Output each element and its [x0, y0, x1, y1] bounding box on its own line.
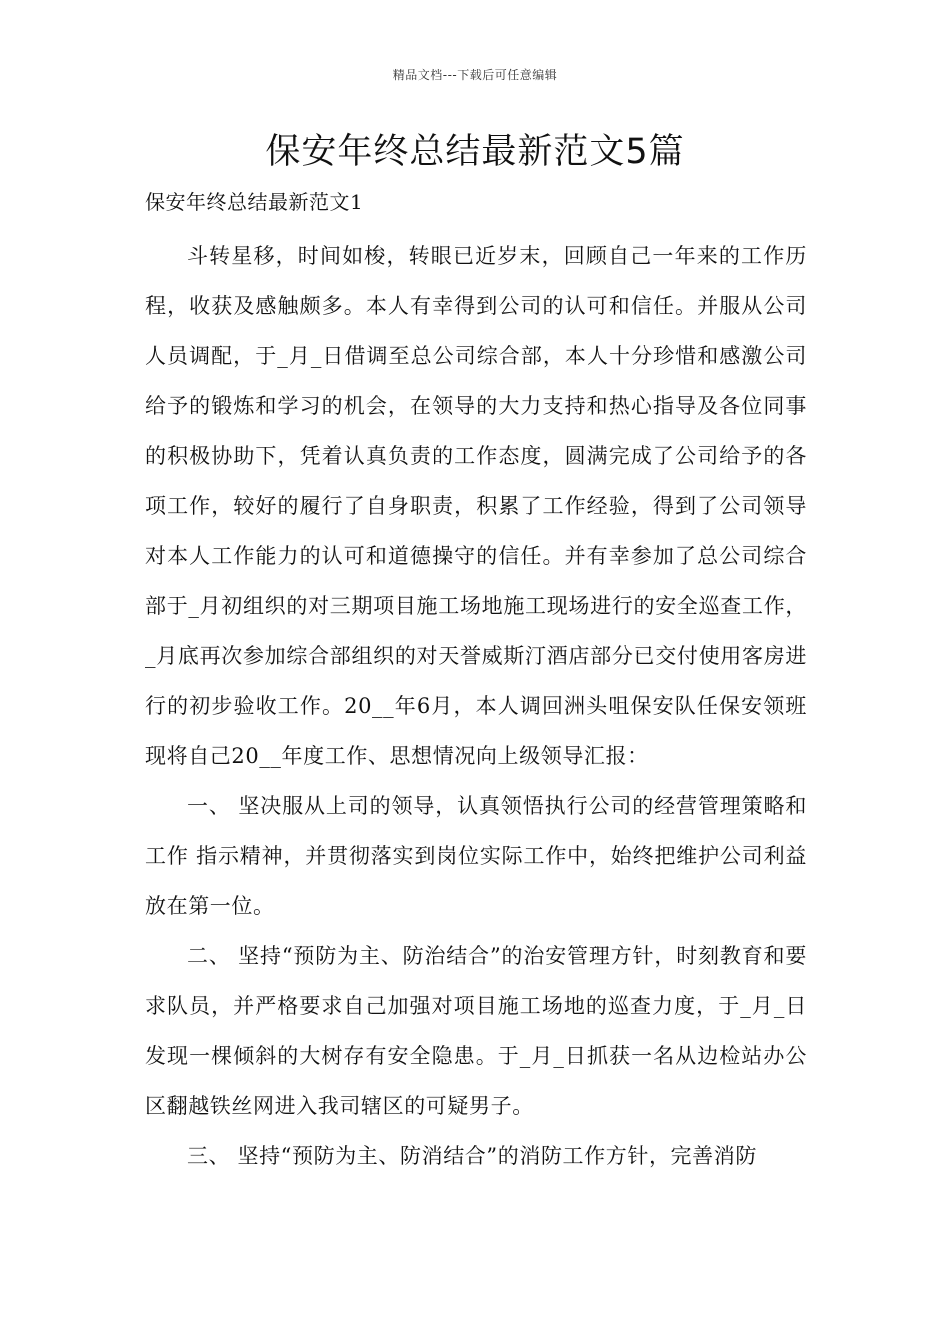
document-title: 保安年终总结最新范文5篇 — [265, 132, 685, 172]
header-note: 精品文档---下载后可任意编辑 — [392, 68, 558, 82]
paragraph-point-1: 一、 坚决服从上司的领导，认真领悟执行公司的经营管理策略和工作 指示精神，并贯彻落实到岗位实际工作中，始终把维护公司利益放在第一位。 — [145, 794, 807, 918]
paragraph-point-3: 三、 坚持“预防为主、防消结合”的消防工作方针，完善消防 — [187, 1144, 757, 1168]
body-text — [145, 231, 807, 1181]
section-subtitle: 保安年终总结最新范文1 — [145, 190, 364, 214]
paragraph-intro: 斗转星移，时间如梭，转眼已近岁末，回顾自己一年来的工作历程，收获及感触颇多。本人有幸得到公司的认可和信任。并服从公司人员调配，于_月_日借调至总公司综合部，本人十分珍惜和感激公司给予的锻炼和学习的机会，在领导的大力支持和热心指导及各位同事的积极协助下，凭着认真负责的工作态度，圆满完成了公司给予的各项工作，较好的履行了自身职责，积累了工作经验，得到了公司领导对本人工作能力的认可和道德操守的信任。并有幸参加了总公司综合部于_月初组织的对三期项目施工场地施工现场进行的安全巡查工作，_月底再次参加综合部组织的对天誉威斯汀酒店部分已交付使用客房进行的初步验收工作。20__年6月，本人调回洲头咀保安队任保安领班现将自己20__年度工作、思想情况向上级领导汇报： — [145, 244, 807, 768]
paragraph-point-2: 二、 坚持“预防为主、防治结合”的治安管理方针，时刻教育和要求队员，并严格要求自己加强对项目施工场地的巡查力度，于_月_日发现一棵倾斜的大树存有安全隐患。于_月_日抓获一名从边检站办公区翻越铁丝网进入我司辖区的可疑男子。 — [145, 944, 807, 1118]
